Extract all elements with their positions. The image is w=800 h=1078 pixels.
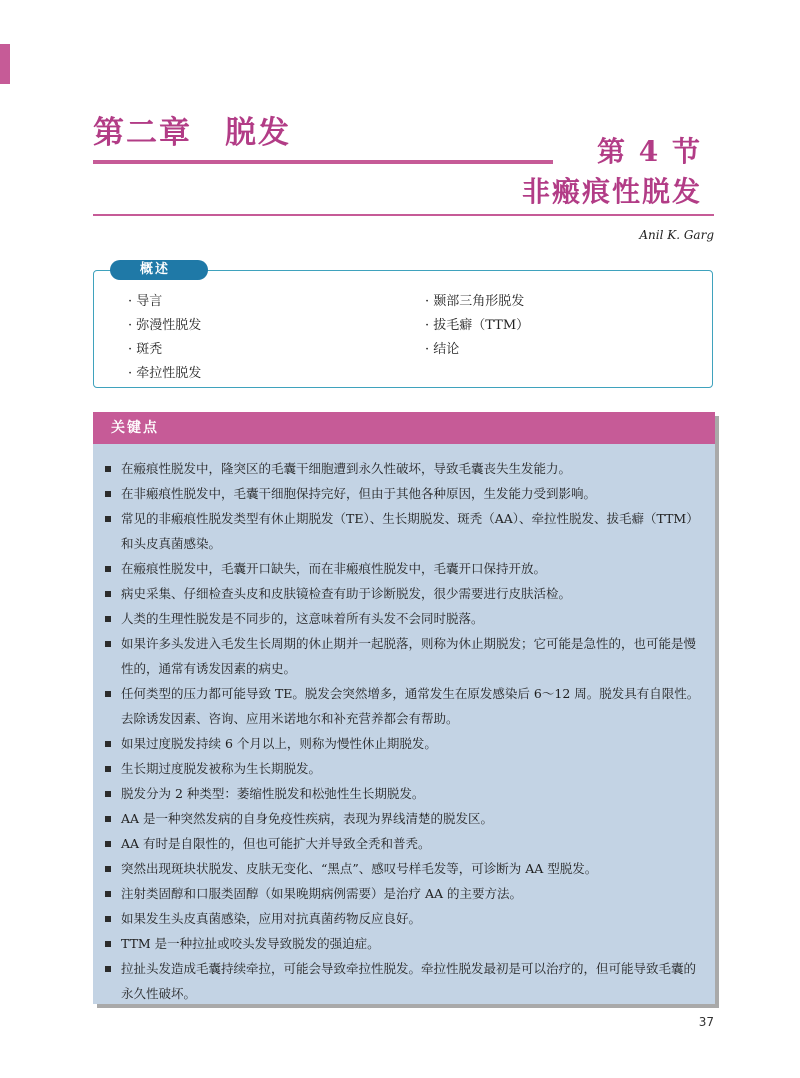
key-points-list <box>101 456 705 1006</box>
overview-item: · 结论 <box>425 342 460 357</box>
key-point-item: 病史采集、仔细检查头皮和皮肤镜检查有助于诊断脱发，很少需要进行皮肤活检。 <box>101 581 705 606</box>
overview-item: · 弥漫性脱发 <box>128 318 202 333</box>
section-divider <box>93 214 714 216</box>
key-point-item: 生长期过度脱发被称为生长期脱发。 <box>101 756 705 781</box>
author-name: Anil K. Garg <box>639 228 714 242</box>
key-point-item: 如果许多头发进入毛发生长周期的休止期并一起脱落，则称为休止期脱发；它可能是急性的，也可能是慢性的，通常有诱发因素的病史。 <box>101 631 705 681</box>
overview-item: · 导言 <box>128 294 163 309</box>
key-point-item: 脱发分为 2 种类型：萎缩性脱发和松弛性生长期脱发。 <box>101 781 705 806</box>
overview-item: · 颞部三角形脱发 <box>425 294 525 309</box>
section-title: 非瘢痕性脱发 <box>521 175 702 208</box>
key-point-item: 在瘢痕性脱发中，隆突区的毛囊干细胞遭到永久性破坏，导致毛囊丧失生发能力。 <box>101 456 705 481</box>
page-number: 37 <box>698 1015 714 1029</box>
key-point-item: 如果过度脱发持续 6 个月以上，则称为慢性休止期脱发。 <box>101 731 705 756</box>
overview-list-left <box>128 290 201 386</box>
key-point-item: 注射类固醇和口服类固醇（如果晚期病例需要）是治疗 AA 的主要方法。 <box>101 881 705 906</box>
key-point-item: AA 是一种突然发病的自身免疫性疾病，表现为界线清楚的脱发区。 <box>101 806 705 831</box>
chapter-title: 第二章 脱发 <box>93 115 291 151</box>
key-point-item: 拉扯头发造成毛囊持续牵拉，可能会导致牵拉性脱发。牵拉性脱发最初是可以治疗的，但可能导致毛囊的永久性破坏。 <box>101 956 705 1006</box>
key-point-item: 任何类型的压力都可能导致 TE。脱发会突然增多，通常发生在原发感染后 6～12 周。脱发具有自限性。去除诱发因素、咨询、应用米诺地尔和补充营养都会有帮助。 <box>101 681 705 731</box>
overview-item: · 拔毛癖（TTM） <box>425 318 530 333</box>
chapter-divider <box>93 160 553 164</box>
overview-item: · 斑秃 <box>128 342 163 357</box>
key-point-item: 在非瘢痕性脱发中，毛囊干细胞保持完好，但由于其他各种原因，生发能力受到影响。 <box>101 481 705 506</box>
overview-item: · 牵拉性脱发 <box>128 366 202 381</box>
key-point-item: 如果发生头皮真菌感染，应用对抗真菌药物反应良好。 <box>101 906 705 931</box>
key-points-box <box>93 412 715 1004</box>
key-point-item: TTM 是一种拉扯或咬头发导致脱发的强迫症。 <box>101 931 705 956</box>
key-point-item: 突然出现斑块状脱发、皮肤无变化、“黑点”、感叹号样毛发等，可诊断为 AA 型脱发。 <box>101 856 705 881</box>
key-point-item: AA 有时是自限性的，但也可能扩大并导致全秃和普秃。 <box>101 831 705 856</box>
page-edge-tab <box>0 44 10 84</box>
overview-label: 概述 <box>110 260 208 280</box>
section-number: 第 4 节 <box>597 135 702 168</box>
key-points-label: 关键点 <box>93 412 715 444</box>
key-point-item: 在瘢痕性脱发中，毛囊开口缺失，而在非瘢痕性脱发中，毛囊开口保持开放。 <box>101 556 705 581</box>
overview-list-right <box>425 290 529 362</box>
key-point-item: 常见的非瘢痕性脱发类型有休止期脱发（TE）、生长期脱发、斑秃（AA）、牵拉性脱发、拔毛癖（TTM）和头皮真菌感染。 <box>101 506 705 556</box>
key-point-item: 人类的生理性脱发是不同步的，这意味着所有头发不会同时脱落。 <box>101 606 705 631</box>
